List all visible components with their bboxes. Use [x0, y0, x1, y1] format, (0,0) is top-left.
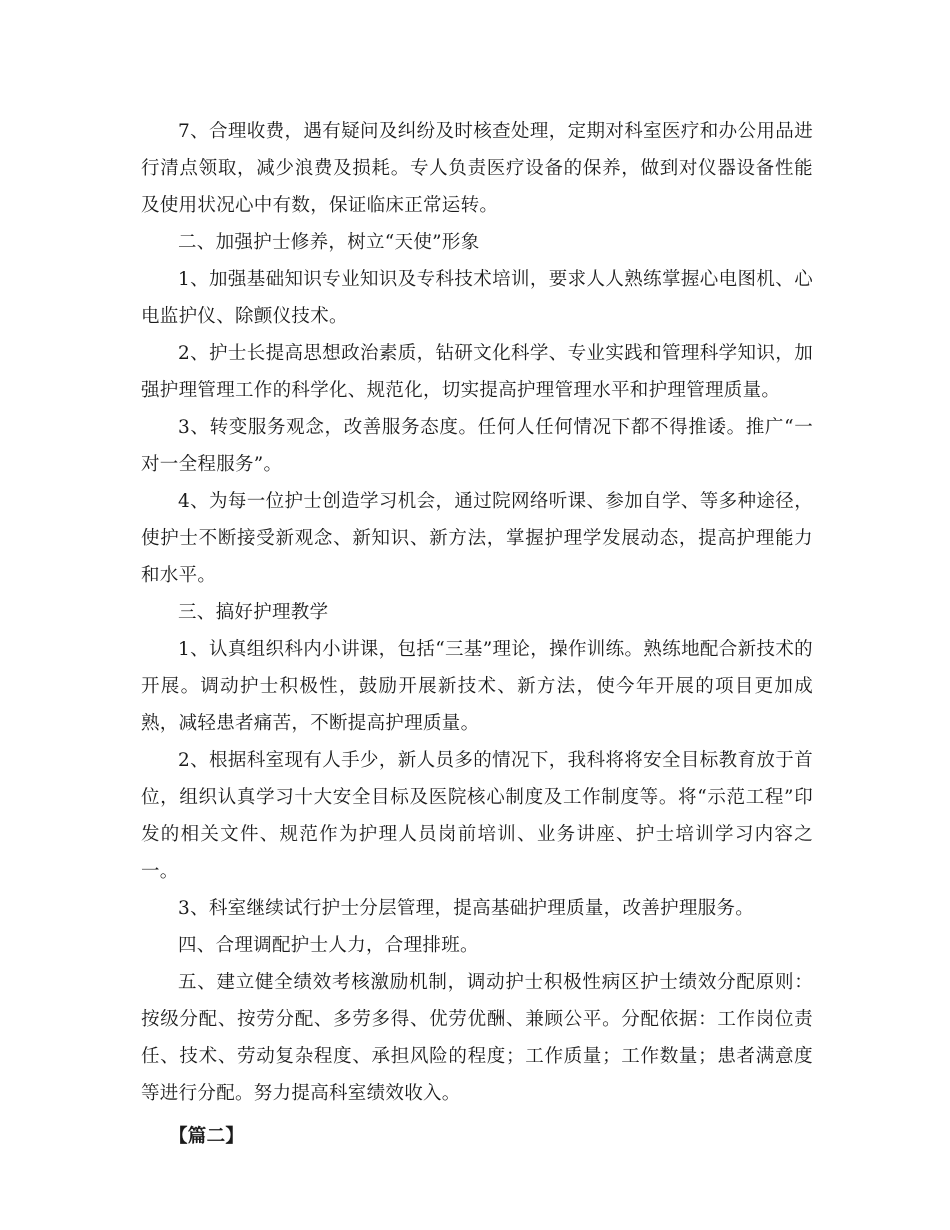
paragraph-learning-opportunity: 4、为每一位护士创造学习机会，通过院网络听课、参加自学、等多种途径，使护士不断接受新观念、新知识、新方法，掌握护理学发展动态，提高护理能力和水平。	[141, 491, 813, 586]
document-page	[141, 113, 813, 1155]
paragraph-lectures: 1、认真组织科内小讲课，包括“三基”理论，操作训练。熟练地配合新技术的开展。调动护士积极性，鼓励开展新技术、新方法，使今年开展的项目更加成熟，减轻患者痛苦，不断提高护理质量。	[141, 639, 813, 734]
paragraph-service-attitude: 3、转变服务观念，改善服务态度。任何人任何情况下都不得推诿。推广“一对一全程服务”。	[141, 417, 813, 475]
paragraph-safety-education: 2、根据科室现有人手少，新人员多的情况下，我科将将安全目标教育放于首位，组织认真学习十大安全目标及医院核心制度及工作制度等。将“示范工程”印发的相关文件、规范作为护理人员岗前培训、业务讲座、护士培训学习内容之一。	[141, 750, 813, 882]
paragraph-tiered-management: 3、科室继续试行护士分层管理，提高基础护理质量，改善护理服务。	[178, 898, 755, 919]
paragraph-head-nurse-quality: 2、护士长提高思想政治素质，钻研文化科学、专业实践和管理科学知识，加强护理管理工作的科学化、规范化，切实提高护理管理水平和护理管理质量。	[141, 343, 813, 401]
section-marker-part-two: 【篇二】	[169, 1126, 245, 1147]
paragraph-performance-incentive: 五、建立健全绩效考核激励机制，调动护士积极性病区护士绩效分配原则：按级分配、按劳分配、多劳多得、优劳优酬、兼顾公平。分配依据：工作岗位责任、技术、劳动复杂程度、承担风险的程度；工作质量；工作数量；患者满意度等进行分配。努力提高科室绩效收入。	[141, 972, 813, 1104]
paragraph-basic-training: 1、加强基础知识专业知识及专科技术培训，要求人人熟练掌握心电图机、心电监护仪、除颤仪技术。	[141, 269, 813, 327]
paragraph-fee-management: 7、合理收费，遇有疑问及纠纷及时核查处理，定期对科室医疗和办公用品进行清点领取，减少浪费及损耗。专人负责医疗设备的保养，做到对仪器设备性能及使用状况心中有数，保证临床正常运转。	[141, 121, 813, 216]
section-heading-staffing: 四、合理调配护士人力，合理排班。	[178, 935, 479, 956]
section-heading-nurse-cultivation: 二、加强护士修养，树立“天使”形象	[178, 232, 480, 253]
section-heading-nursing-teaching: 三、搞好护理教学	[178, 602, 329, 623]
